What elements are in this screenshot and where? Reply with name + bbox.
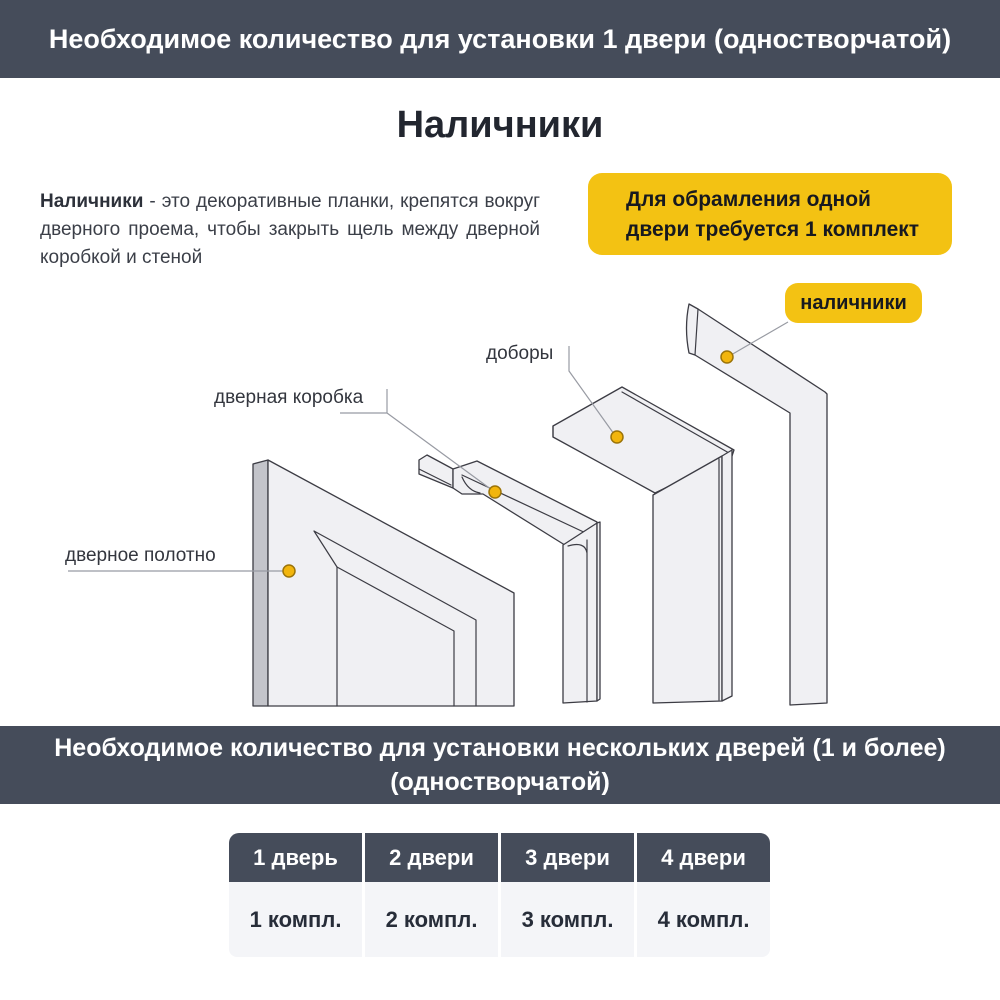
door-frame-marker-dot (489, 486, 501, 498)
top-banner-text: Необходимое количество для установки 1 двери (одностворчатой) (48, 23, 952, 54)
table-header-cell: 1 дверь (229, 833, 362, 882)
bottom-banner-line2: (одностворчатой) (390, 768, 610, 796)
extensions-label: доборы (486, 343, 554, 364)
door-leaf-shape (253, 460, 514, 706)
bottom-banner-line1: Необходимое количество для установки нескольких дверей (1 и более) (54, 734, 946, 762)
kit-callout (588, 173, 952, 255)
kit-callout-text: Для обрамления одной двери требуется 1 комплект (626, 188, 920, 241)
table-header-cell: 2 двери (365, 833, 498, 882)
table-header-cell: 4 двери (637, 833, 770, 882)
casings-label: наличники (800, 291, 907, 314)
table-body-row (229, 882, 770, 957)
door-frame-label: дверная коробка (214, 387, 364, 408)
table-header-row (229, 833, 770, 882)
door-leaf-label: дверное полотно (65, 545, 216, 566)
page-title: Наличники (396, 104, 604, 146)
extensions-marker-dot (611, 431, 623, 443)
table-value-cell: 2 компл. (365, 882, 498, 957)
kits-per-doors-table (229, 833, 770, 957)
top-banner (0, 0, 1000, 78)
table-value-cell: 3 компл. (501, 882, 634, 957)
bottom-banner (0, 726, 1000, 804)
casings-label-badge (785, 283, 922, 323)
intro-paragraph (40, 188, 540, 272)
door-parts-diagram (0, 270, 1000, 726)
table-value-cell: 4 компл. (637, 882, 770, 957)
casings-marker-dot (721, 351, 733, 363)
door-leaf-marker-dot (283, 565, 295, 577)
intro-term: Наличники (40, 191, 144, 212)
table-header-cell: 3 двери (501, 833, 634, 882)
table-value-cell: 1 компл. (229, 882, 362, 957)
intro-definition: - это декоративные планки, крепятся вокруг дверного проема, чтобы закрыть щель между дверной коробкой и стеной (40, 191, 540, 268)
